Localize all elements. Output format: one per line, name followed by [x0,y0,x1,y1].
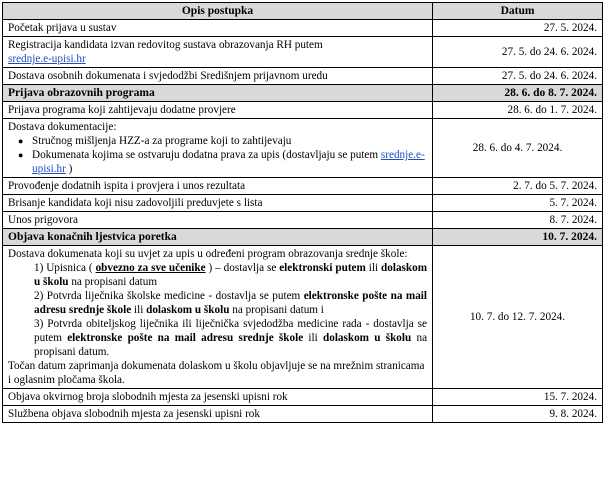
table-row [3,37,603,68]
date-cell: 27. 5. do 24. 6. 2024. [433,68,603,85]
table-row [3,178,603,195]
emphasis: obvezno za sve učenike [95,262,206,274]
date-cell: 28. 6. do 4. 7. 2024. [433,119,603,178]
section-title: Prijava obrazovnih programa [3,85,433,102]
procedure-cell: Unos prigovora [3,212,433,229]
table-row [3,68,603,85]
procedure-cell [3,246,433,389]
section-date: 28. 6. do 8. 7. 2024. [433,85,603,102]
list-item-text: Dokumenata kojima se ostvaruju dodatna prava za upis (dostavljaju se putem [32,149,379,161]
date-cell: 15. 7. 2024. [433,389,603,406]
requirement-3 [8,317,427,359]
text: na propisani datum i [232,304,324,316]
e-upisi-link[interactable]: srednje.e-upisi.hr [32,149,425,175]
procedure-cell [3,119,433,178]
procedure-cell: Službena objava slobodnih mjesta za jesenski upisni rok [3,406,433,423]
paren-close: ) [68,163,73,175]
section-date: 10. 7. 2024. [433,229,603,246]
table-row [3,212,603,229]
table-row [3,389,603,406]
table-row [3,195,603,212]
table-row [3,246,603,389]
requirement-2 [8,289,427,317]
documentation-list [8,134,427,176]
header-procedure: Opis postupka [3,3,433,20]
emphasis: elektronski putem [279,262,366,274]
section-row [3,85,603,102]
e-upisi-link[interactable]: srednje.e-upisi.hr [8,53,86,65]
text: ) – dostavlja se [208,262,277,274]
documents-intro: Dostava dokumenata koji su uvjet za upis u određeni program obrazovanja srednje škole: [8,248,408,260]
section-row [3,229,603,246]
procedure-cell: Provođenje dodatnih ispita i provjera i unos rezultata [3,178,433,195]
date-cell: 28. 6. do 1. 7. 2024. [433,102,603,119]
table-header-row [3,3,603,20]
documents-outro: Točan datum zaprimanja dokumenata dolaskom u školu objavljuje se na mrežnim stranicama i oglasnim pločama škola. [8,360,425,386]
emphasis: dolaskom u školu [34,262,428,288]
date-cell: 10. 7. do 12. 7. 2024. [433,246,603,389]
procedure-cell: Objava okvirnog broja slobodnih mjesta za jesenski upisni rok [3,389,433,406]
procedure-text: Registracija kandidata izvan redovitog sustava obrazovanja RH putem [8,39,323,51]
table-row [3,102,603,119]
emphasis: dolaskom u školu [323,332,412,344]
emphasis: dolaskom u školu [146,304,230,316]
table-row [3,119,603,178]
section-title: Objava konačnih ljestvica poretka [3,229,433,246]
table-row [3,406,603,423]
requirement-1 [8,261,427,289]
text: ili [368,262,379,274]
emphasis: elektronske pošte na mail adresu srednje škole [67,332,304,344]
date-cell: 27. 5. 2024. [433,20,603,37]
date-cell: 8. 7. 2024. [433,212,603,229]
header-date: Datum [433,3,603,20]
text: na propisani datum [71,276,158,288]
list-item: ● Stručnog mišljenja HZZ-a za programe koji to zahtijevaju [18,134,427,148]
date-cell: 27. 5. do 24. 6. 2024. [433,37,603,68]
text: ili [133,304,144,316]
text: 3) Potvrda obiteljskog liječnika ili liječnička svjedodžba medicine rada - dostavlja se putem [34,318,427,344]
emphasis: elektronske pošte na mail adresu srednje škole [34,290,427,316]
table-row [3,20,603,37]
text: 1) Upisnica ( [34,262,93,274]
procedure-cell: Dostava osobnih dokumenata i svjedodžbi Središnjem prijavnom uredu [3,68,433,85]
procedure-cell [3,37,433,68]
date-cell: 5. 7. 2024. [433,195,603,212]
date-cell: 2. 7. do 5. 7. 2024. [433,178,603,195]
text: na propisani datum. [34,332,428,358]
text: ili [308,332,318,344]
procedure-cell: Prijava programa koji zahtijevaju dodatne provjere [3,102,433,119]
enrollment-schedule-table [2,2,603,423]
procedure-cell: Početak prijava u sustav [3,20,433,37]
date-cell: 9. 8. 2024. [433,406,603,423]
list-item [18,148,427,176]
documentation-title: Dostava dokumentacije: [8,121,117,133]
procedure-cell: Brisanje kandidata koji nisu zadovoljili preduvjete s lista [3,195,433,212]
text: 2) Potvrda liječnika školske medicine - dostavlja se putem [34,290,301,302]
